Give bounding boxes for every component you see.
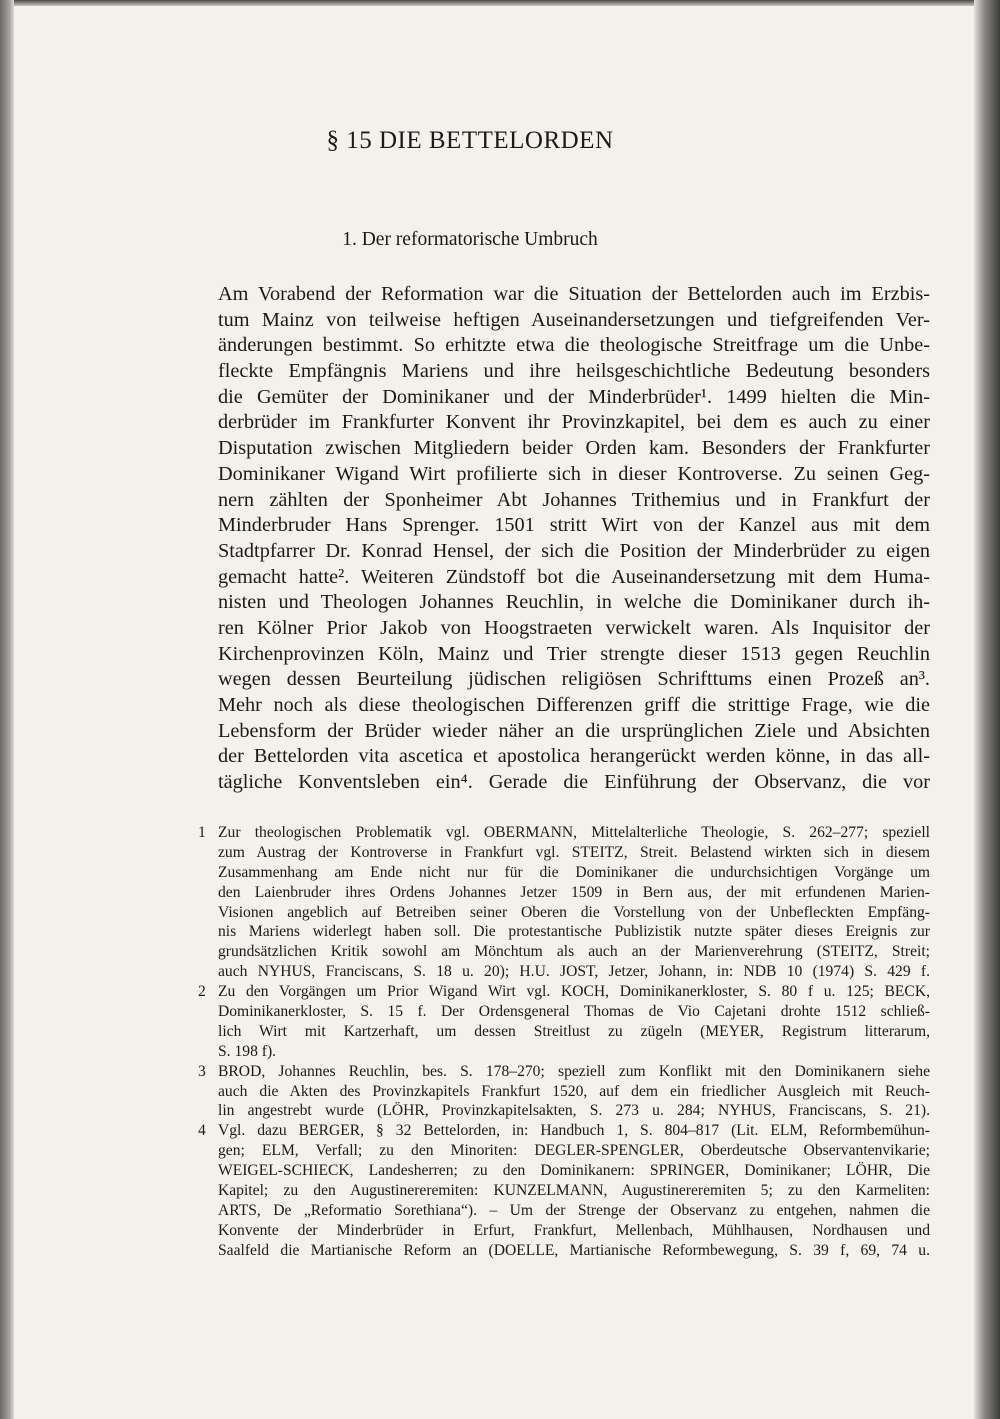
footnote-text: S. 198 f). [218,1042,277,1060]
footnote-text: gen; ELM, Verfall; zu den Minoriten: DEGLER-SPENGLER, Oberdeutsche Observantenvikarie; [218,1142,930,1160]
footnote-text: Konvente der Minderbrüder in Erfurt, Frankfurt, Mellenbach, Mühlhausen, Nordhausen und [218,1221,930,1239]
footnote-line [198,1221,930,1241]
footnote-text: lich Wirt mit Kartzerhaft, um dessen Streitlust zu zügeln (MEYER, Registrum litterarum, [218,1022,930,1040]
footnote-text: Visionen angeblich auf Betreiben seiner Oberen die Vorstellung von der Unbefleckten Empfäng- [218,903,930,921]
footnote-text: grundsätzlichen Kritik sowohl am Mönchtum als auch an der Marienverehrung (STEITZ, Streit; [218,943,930,961]
body-line: gemacht hatte². Weiteren Zündstoff bot die Auseinandersetzung mit dem Huma- [218,565,930,588]
body-line: Mehr noch als diese theologischen Differenzen griff die strittige Frage, wie die [218,694,930,716]
body-line: Am Vorabend der Reformation war die Situation der Bettelorden auch im Erzbis- [218,283,930,305]
body-line: Disputation zwischen Mitgliedern beider Orden kam. Besonders der Frankfurter [218,437,930,460]
footnote-text: nis Mariens widerlegt haben soll. Die protestantische Publizistik nutzte später dieses Ereignis zur [218,923,930,941]
footnote-text: zum Austrag der Kontroverse in Frankfurt vgl. STEITZ, Streit. Belastend wirkten sich in diesem [218,843,930,861]
footnote-line [198,883,930,903]
body-line: Stadtpfarrer Dr. Konrad Hensel, der sich die Position der Minderbrüder zu eigen [218,539,930,562]
body-line: Lebensform der Brüder wieder näher an die ursprünglichen Ziele und Absichten [218,719,930,742]
footnote-text: Zu den Vorgängen um Prior Wigand Wirt vgl. KOCH, Dominikanerkloster, S. 80 f u. 125; BECK, [218,983,930,1001]
footnote-line [198,942,930,962]
body-line: Dominikaner Wigand Wirt profilierte sich in dieser Kontroverse. Zu seinen Geg- [218,462,930,485]
footnote-line [198,982,930,1002]
footnote-text: Vgl. dazu BERGER, § 32 Bettelorden, in: Handbuch 1, S. 804–817 (Lit. ELM, Reformbemühun- [218,1122,930,1140]
page-right-edge [974,0,1000,1419]
footnote-line [198,1121,930,1141]
body-text [218,282,930,796]
footnote-line [198,843,930,863]
footnote-line [198,1201,930,1221]
footnote-text: Dominikanerkloster, S. 15 f. Der Ordensgeneral Thomas de Vio Cajetani drohte 1512 schließ- [218,1003,930,1021]
footnote-line [198,1062,930,1082]
footnote-line [198,922,930,942]
body-line: Kirchenprovinzen Köln, Mainz und Trier strengte dieser 1513 gegen Reuchlin [218,642,930,665]
body-line: Minderbruder Hans Sprenger. 1501 stritt Wirt von der Kanzel aus mit dem [218,514,930,537]
footnote-text: ARTS, De „Reformatio Sorethiana“). – Um der Strenge der Observanz zu entgehen, nahmen die [218,1201,930,1219]
footnote-text: auch NYHUS, Franciscans, S. 18 u. 20); H.U. JOST, Jetzer, Johann, in: NDB 10 (1974) S. 429 f. [218,963,930,981]
footnote-line [198,1042,930,1062]
footnote-text: BROD, Johannes Reuchlin, bes. S. 178–270; speziell zum Konflikt mit den Dominikanern siehe [218,1062,930,1080]
body-line: fleckte Empfängnis Mariens und ihre heilsgeschichtliche Bedeutung besonders [218,360,930,383]
footnote-number: 3 [198,1062,206,1080]
body-line: wegen dessen Beurteilung jüdischen religiösen Schrifttums einen Prozeß an³. [218,668,930,691]
footnote-line [198,1002,930,1022]
footnote-line [198,1181,930,1201]
footnote-text: Saalfeld die Martianische Reform an (DOELLE, Martianische Reformbewegung, S. 39 f, 69, 74 u. [218,1241,930,1259]
page-top-edge [0,0,1000,6]
body-line: tägliche Konventsleben ein⁴. Gerade die Einführung der Observanz, die vor [218,771,930,794]
footnote-text: WEIGEL-SCHIECK, Landesherren; zu den Dominikanern: SPRINGER, Dominikaner; LÖHR, Die [218,1162,930,1180]
book-gutter-edge [0,0,14,1419]
footnote-line [198,1241,930,1261]
body-line: nern zählten der Sponheimer Abt Johannes Trithemius und in Frankfurt der [218,488,930,511]
footnote-number: 1 [198,824,206,841]
section-heading: § 15 DIE BETTELORDEN [326,127,614,154]
footnote-text: auch die Akten des Provinzkapitels Frankfurt 1520, auf dem ein friedlicher Ausgleich mit Reuch- [218,1082,930,1100]
subsection-heading: 1. Der reformatorische Umbruch [342,229,598,250]
footnote-line [198,823,930,843]
footnote-number: 4 [198,1122,206,1140]
footnote-line [198,863,930,883]
footnote-text: lin angestrebt wurde (LÖHR, Provinzkapitelsakten, S. 273 u. 284; NYHUS, Franciscans, S. 21). [218,1102,930,1120]
footnote-line [198,903,930,923]
footnote-line [198,1161,930,1181]
body-line: ren Kölner Prior Jakob von Hoogstraeten verwickelt waren. Als Inquisitor der [218,616,930,639]
footnotes [198,823,930,1261]
footnote-line [198,1101,930,1121]
footnote-line [198,1082,930,1102]
footnote-line [198,962,930,982]
footnote-text: Kapitel; zu den Augustinereremiten: KUNZELMANN, Augustinereremiten 5; zu den Karmeliten: [218,1182,930,1200]
footnote-line [198,1141,930,1161]
footnote-number: 2 [198,983,206,1001]
body-line: der Bettelorden vita ascetica et apostolica herangerückt werden könne, in das all- [218,745,930,768]
body-line: tum Mainz von teilweise heftigen Auseinandersetzungen und tiefgreifenden Ver- [218,308,930,331]
footnote-text: den Laienbruder ihres Ordens Johannes Jetzer 1509 in Bern aus, der mit erfundenen Marien- [218,883,930,901]
body-line: nisten und Theologen Johannes Reuchlin, in welche die Dominikaner durch ih- [218,591,930,614]
footnote-text: Zusammenhang am Ende nicht nur für die Dominikaner die undurchsichtigen Vorgänge um [218,863,930,881]
body-line: änderungen bestimmt. So erhitzte etwa die theologische Streitfrage um die Unbe- [218,334,930,357]
footnote-text: Zur theologischen Problematik vgl. OBERMANN, Mittelalterliche Theologie, S. 262–277; speziell [218,824,930,841]
body-line: die Gemüter der Dominikaner und der Minderbrüder¹. 1499 hielten die Min- [218,385,930,408]
footnote-line [198,1022,930,1042]
body-line: derbrüder im Frankfurter Konvent ihr Provinzkapitel, bei dem es auch zu einer [218,411,930,434]
